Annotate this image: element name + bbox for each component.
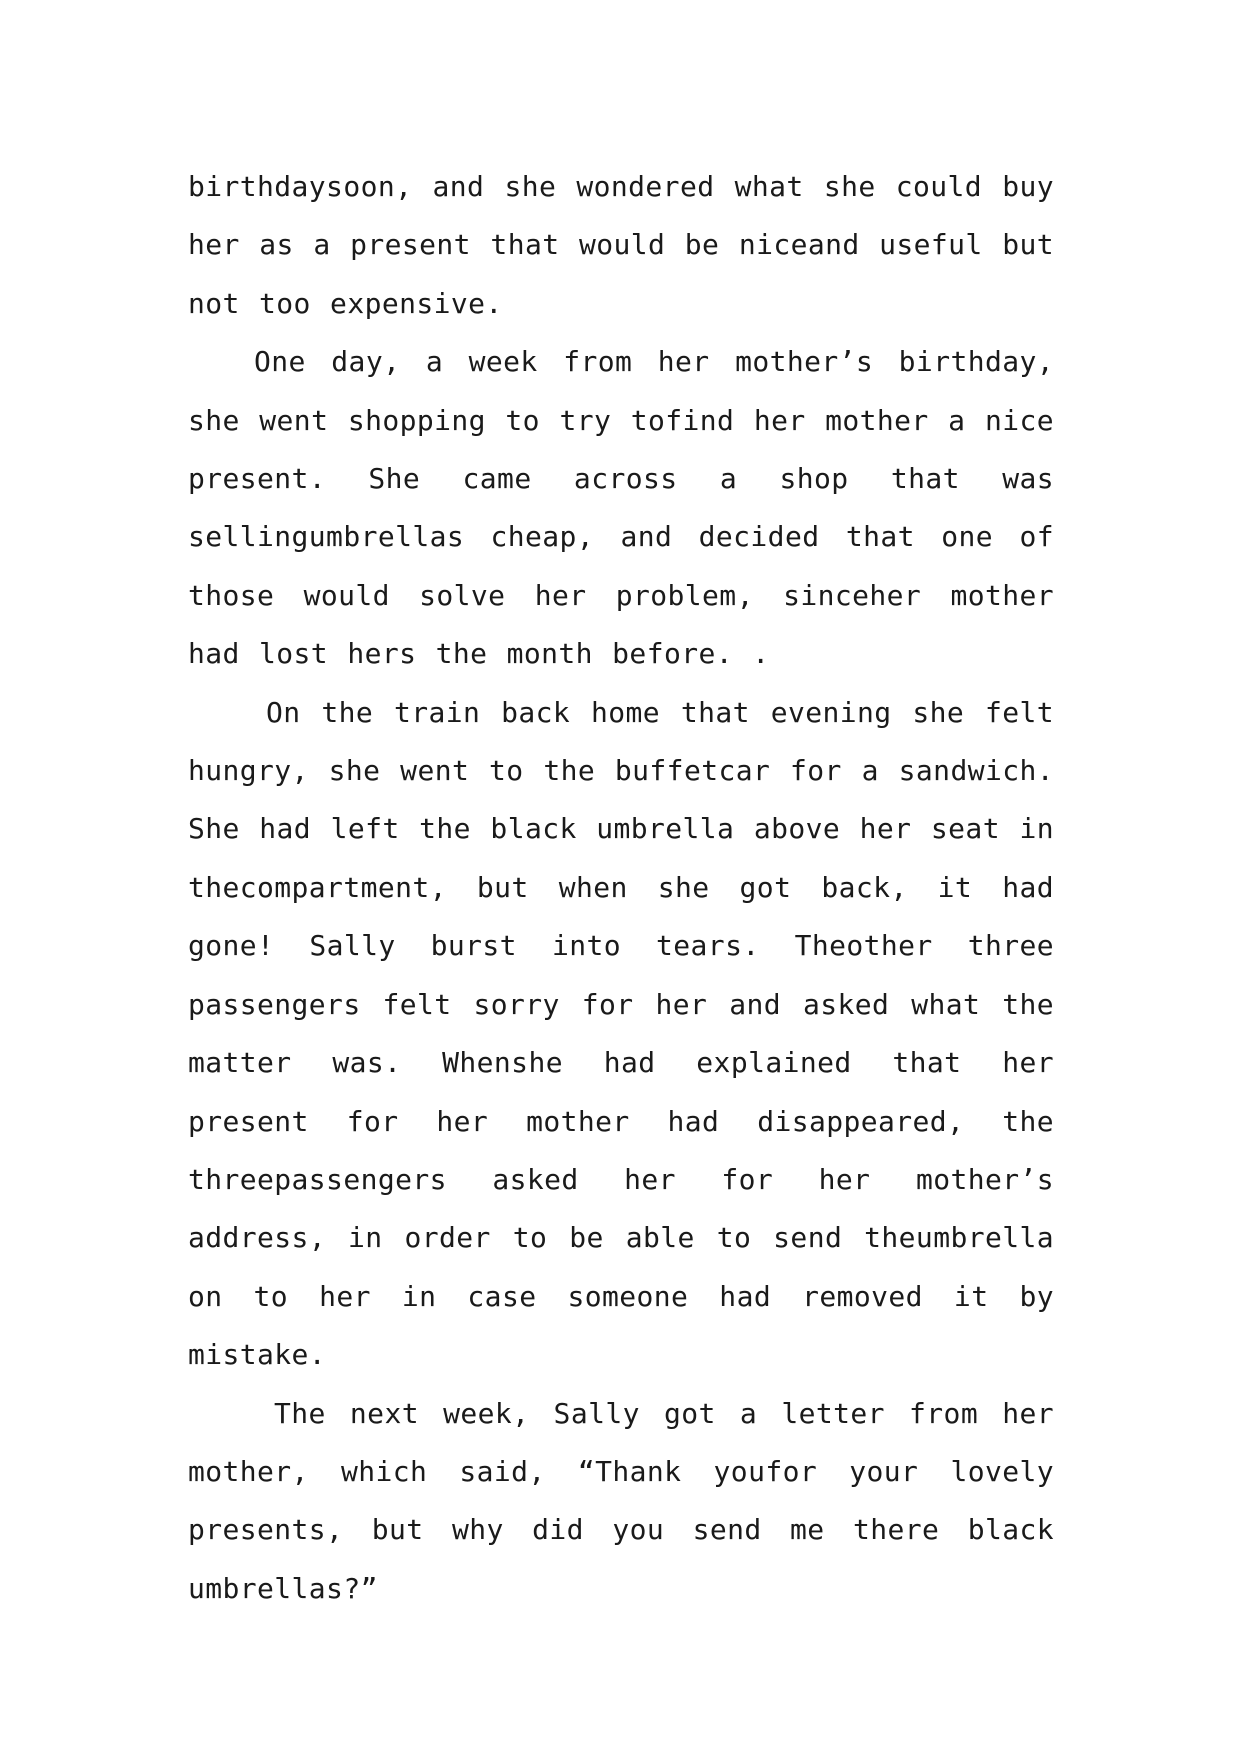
document-body (188, 158, 1054, 1618)
paragraph-train: On the train back home that evening she felt hungry, she went to the buffetcar for a sandwich. She had left the black umbrella above her seat in thecompartment, but when she got back, it had gone! Sally burst into tears. Theother three passengers felt sorry for her and asked what the matter was. Whenshe had explained that her present for her mother had disappeared, the threepassengers asked her for her mother’s address, in order to be able to send theumbrella on to her in case someone had removed it by mistake. (188, 695, 1054, 1372)
paragraph-continuation: birthdaysoon, and she wondered what she could buy her as a present that would be niceand useful but not too expensive. (188, 170, 1054, 320)
paragraph-shopping: One day, a week from her mother’s birthday, she went shopping to try tofind her mother a nice present. She came across a shop that was sellingumbrellas cheap, and decided that one of those would solve her problem, sinceher mother had lost hers the month before. . (188, 345, 1054, 671)
paragraph-letter: The next week, Sally got a letter from her mother, which said, “Thank youfor your lovely presents, but why did you send me there black umbrellas?” (188, 1396, 1054, 1605)
